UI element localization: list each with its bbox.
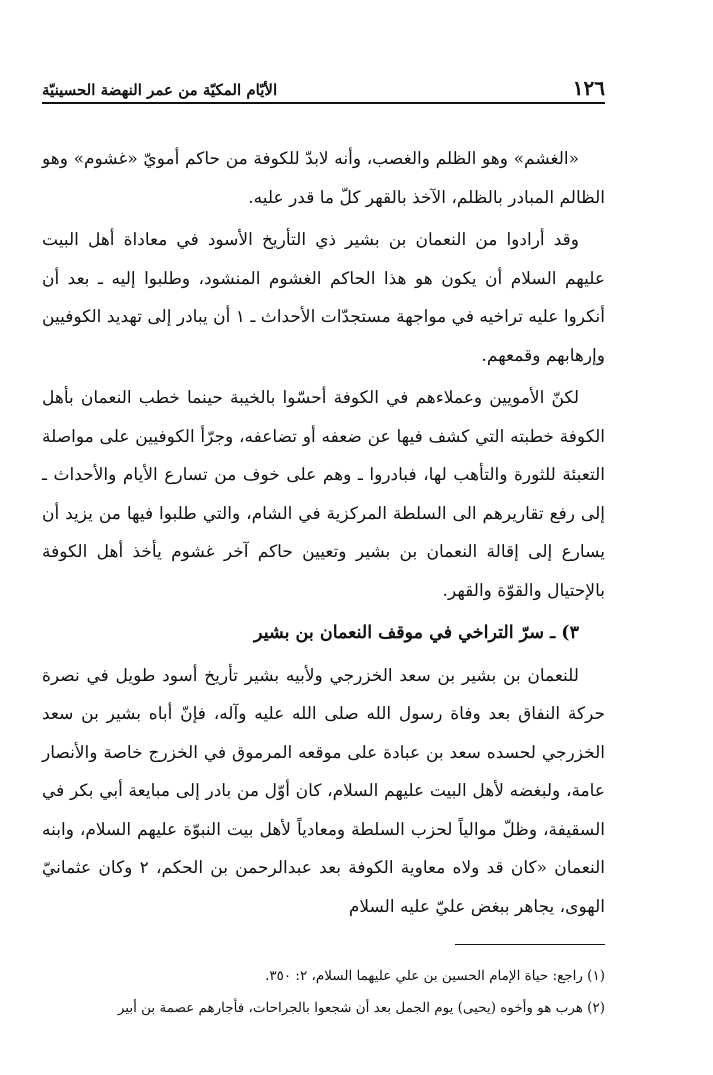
footnote-divider: [455, 944, 605, 945]
footnotes: [42, 960, 605, 1024]
paragraph-3: لكنّ الأمويين وعملاءهم في الكوفة أحسّوا بالخيبة حينما خطب النعمان بأهل الكوفة خطبته التي كشف فيها عن ضعفه أو تضاعفه، وجرّأ الكوفيين على مواصلة التعبئة للثورة والتأهب لها، فبادروا ـ وهم على خوف من تسارع الأيام والأحداث ـ إلى رفع تقاريرهم الى السلطة المركزية في الشام، والتي طلبوا فيها من يزيد أن يسارع إلى إقالة النعمان بن بشير وتعيين حاكم آخر غشوم يأخذ أهل الكوفة بالإحتيال والقوّة والقهر.: [42, 388, 605, 601]
footnote-1: (١) راجع: حياة الإمام الحسين بن علي عليهما السلام، ٢: ٣٥٠.: [265, 968, 605, 984]
page-header: [42, 72, 605, 104]
running-title: الأيّام المكيّة من عمر النهضة الحسينيّة: [42, 81, 278, 99]
paragraph-4: للنعمان بن بشير بن سعد الخزرجي ولأبيه بشير تأريخ أسود طويل في نصرة حركة النفاق بعد وفاة رسول الله صلى الله عليه وآله، فإنّ أباه بشير بن سعد الخزرجي لحسده سعد بن عبادة على موقعه المرموق في الخزرج خاصة والأنصار عامة، ولبغضه لأهل البيت عليهم السلام، كان أوّل من بادر إلى مبايعة أبي بكر في السقيفة، وظلّ موالياً لحزب السلطة ومعادياً لأهل بيت النبوّة عليهم السلام، وابنه النعمان «كان قد ولاه معاوية الكوفة بعد عبدالرحمن بن الحكم، ٢ وكان عثمانيّ الهوى، يجاهر ببغض عليّ عليه السلام: [42, 665, 605, 917]
paragraph-2: وقد أرادوا من النعمان بن بشير ذي التأريخ الأسود في معاداة أهل البيت عليهم السلام أن يكون هو هذا الحاكم الغشوم المنشود، وطلبوا إليه ـ بعد أن أنكروا عليه تراخيه في مواجهة مستجدّات الأحداث ـ ١ أن يبادر إلى تهديد الكوفيين وإرهابهم وقمعهم.: [42, 230, 605, 366]
page-number: ١٢٦: [572, 76, 605, 100]
body-text: [42, 140, 605, 926]
section-heading: ٣) ـ سرّ التراخي في موقف النعمان بن بشير: [254, 623, 579, 643]
paragraph-1: «الغشم» وهو الظلم والغصب، وأنه لابدّ للكوفة من حاكم أمويّ «غشوم» وهو الظالم المبادر بالظلم، الآخذ بالقهر كلّ ما قدر عليه.: [42, 149, 605, 208]
footnote-2: (٢) هرب هو وأخوه (يحيى) يوم الجمل بعد أن شجعوا بالجراحات، فأجارهم عصمة بن أبير: [117, 1000, 605, 1016]
